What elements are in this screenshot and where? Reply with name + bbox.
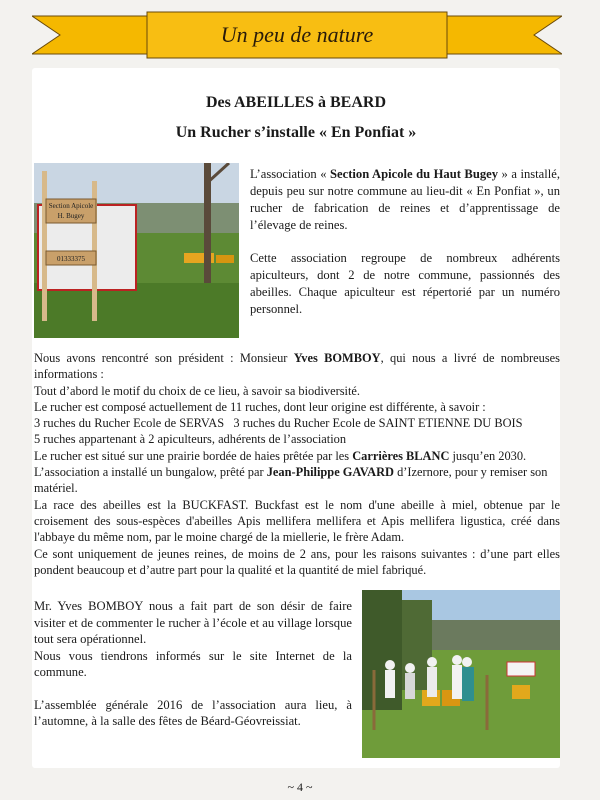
beekeepers-photo [362, 590, 560, 758]
closing-paragraph-2: L’assemblée générale 2016 de l’association aura lieu, à l’automne, à la salle des fêtes de Béard-Géovreissiat. [34, 697, 352, 728]
apiary-sign-photo [34, 163, 239, 338]
body-line-1: Nous avons rencontré son président : Monsieur Yves BOMBOY, qui nous a livré de nombreuses informations : [34, 351, 560, 382]
article-body [34, 350, 560, 578]
section-banner [32, 10, 562, 60]
intro-text [250, 166, 560, 334]
article-card [32, 68, 560, 768]
banner-title: Un peu de nature [220, 22, 374, 47]
sign-line-2: H. Bugey [57, 212, 85, 220]
sign-line-1: Section Apicole [48, 202, 94, 210]
intro-paragraph-1: L’association « Section Apicole du Haut Bugey » a installé, depuis peu sur notre commune au lieu-dit « En Ponfiat », un rucher de fabrication de reines et d’apprentissage de l’élevage de reines. [250, 167, 560, 232]
president-name: Yves BOMBOY [293, 351, 381, 365]
body-line-7: L’association a installé un bungalow, prêté par Jean-Philippe GAVARD d’Izernore, pour y remiser son matériel. [34, 465, 548, 496]
closing-paragraph-1: Mr. Yves BOMBOY nous a fait part de son désir de faire visiter et de commenter le rucher à l’école et au village lorsque tout sera opérationnel. Nous vous tiendrons informés sur le site Internet de la commune. [34, 599, 352, 679]
body-line-5: 5 ruches appartenant à 2 apiculteurs, adhérents de l’association [34, 432, 347, 447]
body-line-4: 3 ruches du Rucher Ecole de SERVAS 3 ruches du Rucher Ecole de SAINT ETIENNE DU BOIS [34, 416, 523, 431]
body-line-8: La race des abeilles est la BUCKFAST. Buckfast est le nom d'une abeille à miel, obtenue par le croisement des sous-espèces d'abeilles Apis mellifera mellifera et Apis mellifera ligustica, créé dans l'abbaye du même nom, par le moine chargé de la miellerie, le frère Adam. [34, 497, 560, 545]
body-line-6: Le rucher est situé sur une prairie bordée de haies prêtée par les Carrières BLANC jusqu’en 2030. [34, 448, 527, 463]
body-line-3: Le rucher est composé actuellement de 11 ruches, dont leur origine est différente, à savoir : [34, 399, 486, 414]
association-name: Section Apicole du Haut Bugey [330, 167, 499, 181]
page-number: ~ 4 ~ [287, 780, 313, 794]
body-line-2: Tout d’abord le motif du choix de ce lieu, à savoir sa biodiversité. [34, 383, 361, 398]
intro-paragraph-2: Cette association regroupe de nombreux adhérents apiculteurs, dont 2 de notre commune, passionnés des abeilles. Chaque apiculteur est répertorié par un numéro personnel. [250, 251, 560, 316]
closing-text [34, 598, 352, 746]
article-headline: Des ABEILLES à BEARD [205, 94, 387, 111]
body-line-9: Ce sont uniquement de jeunes reines, de moins de 2 ans, pour les raisons suivantes : d’une part elles pondent beaucoup et d’autre part pour la qualité et la quantité de miel fabriqué. [34, 546, 560, 577]
article-subheadline: Un Rucher s’installe « En Ponfiat » [175, 124, 417, 141]
sign-line-3: 01333375 [57, 255, 85, 263]
